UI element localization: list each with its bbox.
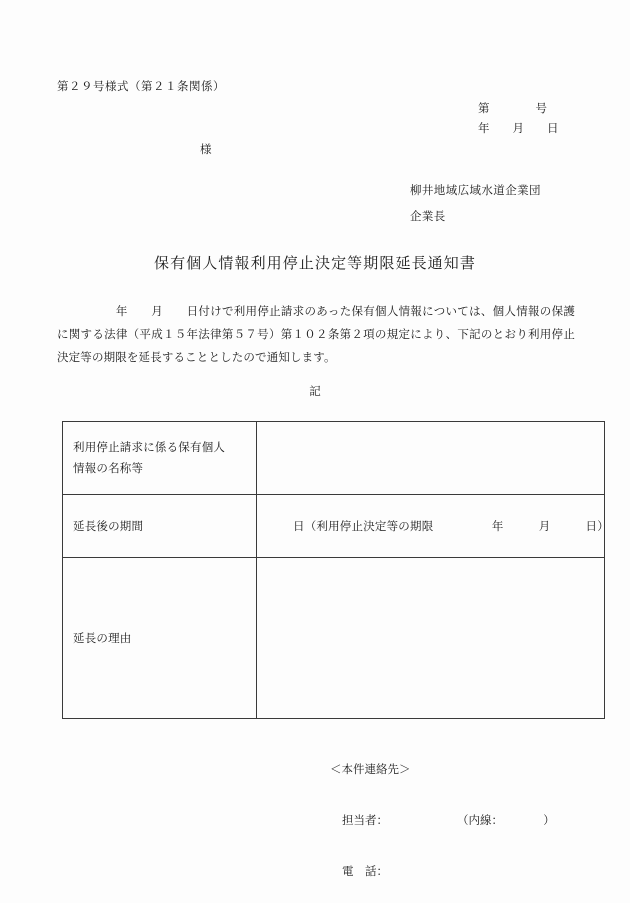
- row-value-extended-period[interactable]: [257, 495, 609, 558]
- issuer-title: 企業長: [410, 209, 446, 223]
- row-label-extended-period: [63, 495, 257, 558]
- body-paragraph-text: 年 月 日付けで利用停止請求のあった保有個人情報については、個人情報の保護に関する法律（平成１５年法律第５７号）第１０２条第２項の規定により、下記のとおり利用停止決定等の期限を延長することとしたので通知します。: [57, 304, 575, 364]
- form-number: 第２９号様式（第２１条関係）: [57, 79, 225, 93]
- addressee-honorific: 様: [200, 142, 212, 156]
- contact-block: [330, 727, 555, 914]
- table-row: [63, 422, 605, 495]
- row-value-text: 日（利用停止決定等の期限 年 月 日）: [293, 518, 609, 533]
- row-value-text: [267, 631, 293, 645]
- table-row: [63, 495, 605, 558]
- page-title: 保有個人情報利用停止決定等期限延長通知書: [153, 254, 476, 272]
- contact-person-line: 担当者： （内線： ）: [342, 813, 555, 827]
- row-label-information-name: [63, 422, 257, 495]
- issuer-organization: 柳井地域広域水道企業団: [410, 183, 541, 197]
- detail-table: [62, 421, 609, 719]
- row-label-line-1: 利用停止請求に係る保有個人: [73, 440, 226, 454]
- table-row: [63, 558, 605, 719]
- row-label-line-1: 延長後の期間: [73, 518, 144, 533]
- body-paragraph: [57, 300, 575, 369]
- contact-heading: ＜本件連絡先＞: [330, 762, 411, 776]
- row-value-information-name[interactable]: [257, 422, 605, 495]
- row-value-text: [267, 451, 293, 465]
- contact-phone-line: 電 話：: [342, 864, 388, 878]
- row-label-extension-reason: [63, 558, 257, 719]
- document-number-and-date: [478, 98, 559, 138]
- row-value-extension-reason[interactable]: [257, 558, 605, 719]
- row-label-line-1: 延長の理由: [73, 630, 132, 645]
- document-number-line: 第 号: [478, 101, 547, 115]
- ki-mark: 記: [309, 384, 321, 398]
- document-date-line: 年 月 日: [478, 121, 559, 135]
- row-label-line-2: 情報の名称等: [73, 461, 144, 475]
